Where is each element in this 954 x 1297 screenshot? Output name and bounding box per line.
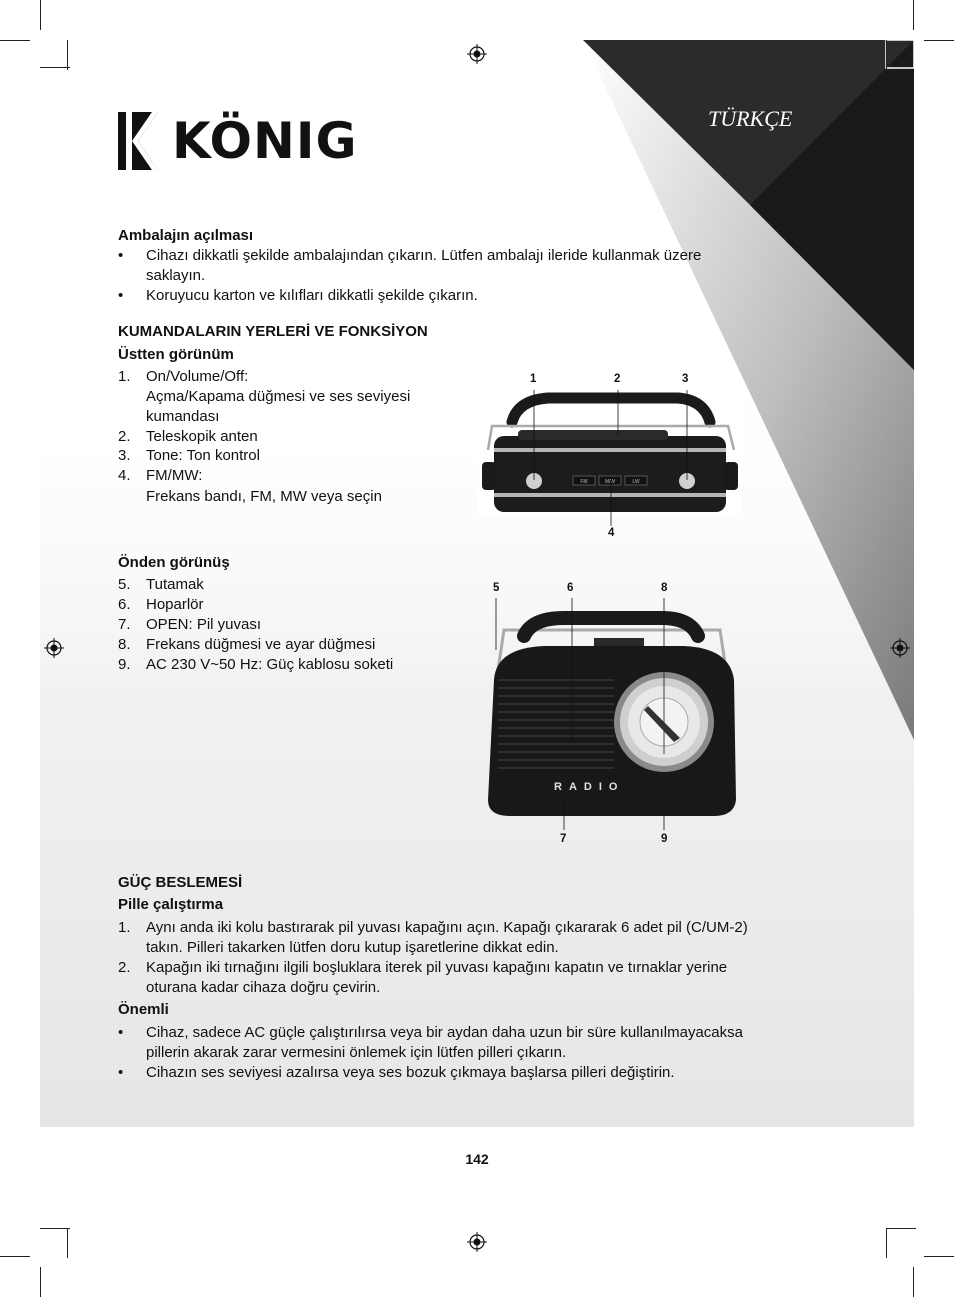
callout-5: 5: [493, 582, 500, 594]
front-view-leader-lines: [484, 590, 740, 836]
top-item-num: 1.: [118, 368, 131, 385]
page-number: 142: [465, 1151, 489, 1167]
front-item-num: 8.: [118, 636, 131, 653]
battery-heading: Pille çalıştırma: [118, 896, 224, 913]
registration-mark-icon: [467, 1232, 487, 1252]
top-item-1-line1: On/Volume/Off:: [146, 368, 249, 385]
battery-item-1-line2: takın. Pilleri takarken lütfen doru kutup işaretlerine dikkat edin.: [146, 939, 559, 956]
callout-7: 7: [560, 833, 567, 845]
battery-item-num: 2.: [118, 959, 131, 976]
language-label: TÜRKÇE: [708, 106, 793, 131]
top-item-1-line2: Açma/Kapama düğmesi ve ses seviyesi: [146, 388, 411, 405]
important-bullet-1-line2: pillerin akarak zarar vermesini önlemek için lütfen pilleri çıkarın.: [146, 1044, 567, 1061]
brand-name: KÖNIG: [172, 112, 358, 170]
important-bullet-1-line1: Cihaz, sadece AC güçle çalıştırılırsa veya bir aydan daha uzun bir süre kullanılmayacaksa: [146, 1024, 743, 1041]
button-label-mw: M/W: [604, 479, 616, 485]
radio-label: RADIO: [554, 781, 625, 793]
top-item-num: 2.: [118, 428, 131, 445]
registration-mark-icon: [467, 44, 487, 64]
registration-mark-icon: [890, 638, 910, 658]
bullet-mark: •: [118, 287, 124, 304]
top-item-1-line3: kumandası: [146, 408, 220, 425]
callout-9: 9: [661, 833, 668, 845]
front-item-5: Tutamak: [146, 576, 204, 593]
button-label-fm: FM: [580, 479, 588, 485]
battery-item-2-line2: oturana kadar cihaza doğru çevirin.: [146, 979, 381, 996]
top-view-leader-lines: [478, 380, 742, 530]
important-heading: Önemli: [118, 1001, 169, 1018]
callout-3: 3: [682, 373, 689, 385]
top-item-3: Tone: Ton kontrol: [146, 447, 260, 464]
controls-heading: KUMANDALARIN YERLERİ VE FONKSİYON: [118, 323, 428, 340]
bullet-mark: •: [118, 1024, 124, 1041]
brand-logo: [118, 112, 358, 170]
front-item-num: 6.: [118, 596, 131, 613]
important-bullet-2: Cihazın ses seviyesi azalırsa veya ses bozuk çıkmaya başlarsa pilleri değiştirin.: [146, 1064, 675, 1081]
front-item-9: AC 230 V~50 Hz: Güç kablosu soketi: [146, 656, 394, 673]
battery-item-1-line1: Aynı anda iki kolu bastırarak pil yuvası kapağını açın. Kapağı çıkararak 6 adet pil (C/UM-2): [146, 919, 748, 936]
button-label-lw: LW: [632, 479, 640, 485]
battery-item-num: 1.: [118, 919, 131, 936]
registration-mark-icon: [44, 638, 64, 658]
unpacking-bullet-2: Koruyucu karton ve kılıfları dikkatli şekilde çıkarın.: [146, 287, 478, 304]
top-item-4-line1: FM/MW:: [146, 467, 203, 484]
front-item-8: Frekans düğmesi ve ayar düğmesi: [146, 636, 376, 653]
bullet-mark: •: [118, 247, 124, 264]
front-item-7: OPEN: Pil yuvası: [146, 616, 262, 633]
bullet-mark: •: [118, 1064, 124, 1081]
callout-2: 2: [614, 373, 621, 385]
battery-item-2-line1: Kapağın iki tırnağını ilgili boşluklara iterek pil yuvası kapağını kapatın ve tırnaklar yerine: [146, 959, 728, 976]
front-item-num: 9.: [118, 656, 131, 673]
front-item-num: 5.: [118, 576, 131, 593]
top-item-4-line2: Frekans bandı, FM, MW veya seçin: [146, 488, 382, 505]
front-item-6: Hoparlör: [146, 596, 204, 613]
top-item-num: 4.: [118, 467, 131, 484]
callout-1: 1: [530, 373, 537, 385]
callout-6: 6: [567, 582, 574, 594]
konig-logo-icon: [118, 112, 160, 170]
callout-4: 4: [608, 527, 615, 539]
front-item-num: 7.: [118, 616, 131, 633]
top-item-num: 3.: [118, 447, 131, 464]
unpacking-bullet-1: Cihazı dikkatli şekilde ambalajından çıkarın. Lütfen ambalajı ileride kullanmak üzere saklayın.: [146, 247, 702, 284]
top-item-2: Teleskopik anten: [146, 428, 258, 445]
top-view-heading: Üstten görünüm: [118, 346, 234, 363]
unpacking-heading: Ambalajın açılması: [118, 227, 254, 244]
callout-8: 8: [661, 582, 668, 594]
front-view-heading: Önden görünüş: [118, 554, 230, 571]
power-heading: GÜÇ BESLEMESİ: [118, 874, 243, 891]
